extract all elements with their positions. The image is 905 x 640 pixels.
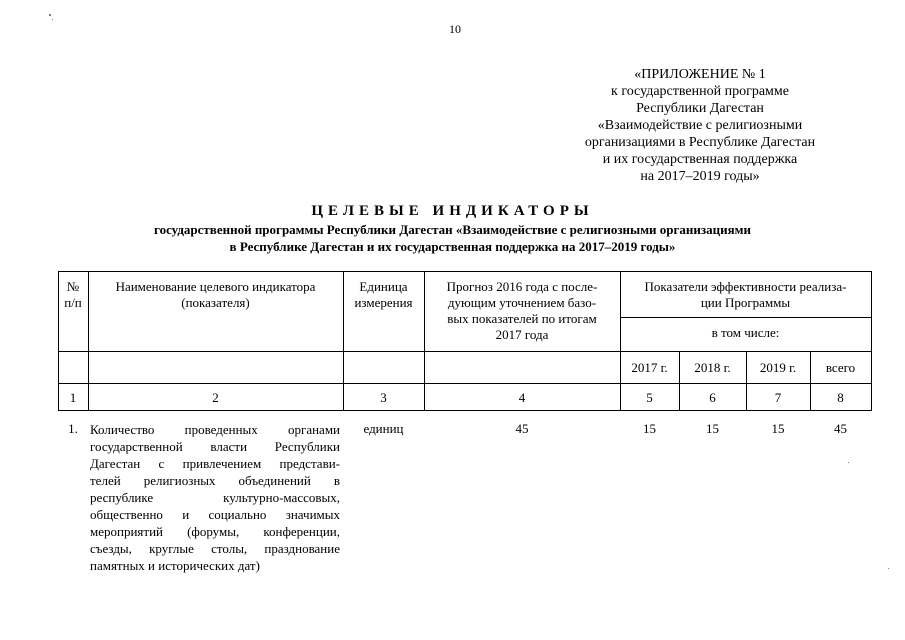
table-line-years <box>58 351 872 352</box>
header-text: Единица <box>359 279 408 294</box>
column-number: 1 <box>69 390 77 405</box>
row-name-line: мероприятий (форумы, конференции, <box>90 524 340 539</box>
table-line-colnums-top <box>58 383 872 384</box>
appendix-line: и их государственная поддержка <box>602 152 798 167</box>
header-text: Наименование целевого индикатора <box>115 279 316 294</box>
header-forecast <box>424 279 620 343</box>
header-text: 2017 года <box>495 327 549 342</box>
row-name-line: телей религиозных объединений в <box>90 473 340 488</box>
row-name-line: съезды, круглые столы, празднование <box>90 541 340 556</box>
row-name-line: общественно и социально значимых <box>90 507 340 522</box>
scan-speck <box>49 14 51 16</box>
row-2018: 15 <box>706 421 719 436</box>
document-title: ЦЕЛЕВЫЕ ИНДИКАТОРЫ <box>311 203 594 219</box>
row-total: 45 <box>834 421 847 436</box>
subtitle-line: в Республике Дагестан и их государственная поддержка на 2017–2019 годы» <box>229 239 676 254</box>
row-name-line: Количество проведенных органами <box>90 422 340 437</box>
header-text: № <box>66 279 80 294</box>
row-name-line: республике культурно-массовых, <box>90 490 340 505</box>
row-name-line: памятных и исторических дат) <box>90 558 260 573</box>
header-name <box>88 279 343 311</box>
row-indicator-name <box>90 421 340 574</box>
subtitle-line: государственной программы Республики Дагестан «Взаимодействие с религиозными организациями <box>153 222 751 237</box>
table-border-top <box>58 271 872 272</box>
appendix-line: на 2017–2019 годы» <box>640 169 760 184</box>
column-number: 2 <box>212 390 219 405</box>
column-number: 6 <box>709 390 716 405</box>
scan-speck <box>888 568 889 569</box>
table-border-right <box>871 271 872 410</box>
header-unit <box>343 279 424 311</box>
column-number: 5 <box>646 390 653 405</box>
column-number: 7 <box>774 390 782 405</box>
column-number: 8 <box>837 390 844 405</box>
header-text: дующим уточнением базо- <box>447 295 597 310</box>
header-text: (показателя) <box>181 295 250 310</box>
appendix-line: «Взаимодействие с религиозными <box>597 118 803 133</box>
header-year-2017: 2017 г. <box>631 360 668 375</box>
header-performance <box>620 279 871 311</box>
header-year-2018: 2018 г. <box>694 360 731 375</box>
table-line-colnums-bottom <box>58 410 872 411</box>
scan-speck <box>848 462 849 463</box>
header-text: Прогноз 2016 года с после- <box>446 279 598 294</box>
header-text: вых показателей по итогам <box>447 311 597 326</box>
row-name-line: государственной власти Республики <box>90 439 340 454</box>
appendix-block <box>560 66 840 185</box>
header-text: ции Программы <box>700 295 791 310</box>
appendix-line: «ПРИЛОЖЕНИЕ № 1 <box>634 67 766 82</box>
header-text: Показатели эффективности реализа- <box>644 279 847 294</box>
appendix-line: организациями в Республике Дагестан <box>584 135 816 150</box>
column-number: 3 <box>380 390 387 405</box>
header-total: всего <box>825 360 856 375</box>
table-line-including <box>620 317 872 318</box>
row-forecast: 45 <box>515 421 529 436</box>
header-text: измерения <box>354 295 413 310</box>
header-num <box>58 279 88 311</box>
document-subtitle <box>60 221 845 255</box>
row-2019: 15 <box>771 421 785 436</box>
row-2017: 15 <box>643 421 656 436</box>
header-including: в том числе: <box>711 325 780 340</box>
row-name-line: Дагестан с привлечением представи- <box>90 456 340 471</box>
appendix-line: Республики Дагестан <box>636 101 764 116</box>
row-unit: единиц <box>363 421 404 436</box>
scan-speck <box>52 19 53 20</box>
page-number: 10 <box>449 22 461 36</box>
header-text: п/п <box>64 295 82 310</box>
row-num: 1. <box>68 421 78 436</box>
column-number: 4 <box>518 390 526 405</box>
appendix-line: к государственной программе <box>611 84 789 99</box>
header-year-2019: 2019 г. <box>759 360 797 375</box>
